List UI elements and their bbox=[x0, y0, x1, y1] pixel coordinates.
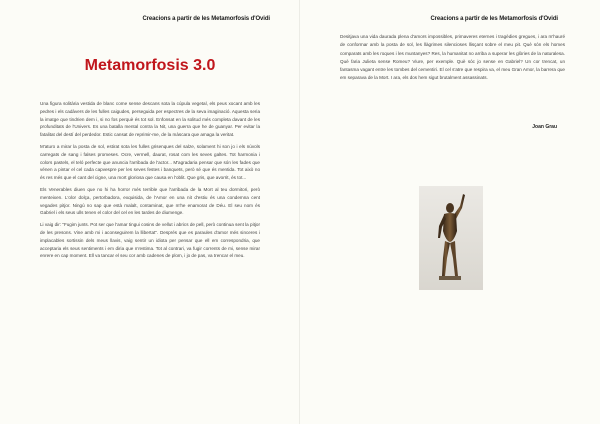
left-body bbox=[40, 100, 260, 264]
right-paragraph: Desitjava una vida daurada plena d'amors impossibles, primaveres eternes i tragèdies gregues, i ara m'hauré de conformar amb la posta de sol, les llàgrimes silencioses llisçant sobre el meu pit. Què són els homes comparats amb les roques i les muntanyes? Res, la humanitat no arriba a superar les glòries de la naturalesa. Què faria Julieta sense Romeu? Viure, per exemple. Què sóc jo sense en Gabriel? Un cor trencat, un fantasma vagant entre les tombes del cementiri. El cel s'atre que respira va, el meu Gran Amor, la barrera que em separava de la Mort. I ara, els dos hem sigut brutalment assassinats. bbox=[340, 34, 565, 81]
paragraph-1: Una figura solitària vestida de blanc come sense descans sota la cúpula vegetal, els peus xocant amb les pedres i els cadàvers de les fulles caigudes, perseguida per espectres de la seva imaginació. Aquesta seria la imatge que tindrien dem i, si no fos perquè és tot sol. Enfonsat en la solitud més completa davant de les profunditats de l'Univers. Es una batalla mental contra la Nit, una guerra que he de guanyar. Per evitar la fatalitat del destí del perdedor. Estic cansat de reprimir-me, de la màscara que amaga la veritat. bbox=[40, 101, 260, 138]
page-title: Metamorfosis 3.0 bbox=[84, 57, 216, 74]
statue-illustration bbox=[419, 186, 483, 290]
statue-image bbox=[419, 186, 483, 290]
right-page bbox=[300, 0, 600, 424]
paragraph-3: Els Venerables diuen que no hi ha horror més terrible que l'arribada de la Mort al teu dormitori, però menteixen. L'olor dolça, pertorbadora, exquisida, de l'Amor en una nit d'estiu és una condemna cent vegades pitjor. Ningú no sap que està malalt, contaminat, que m'he enamorat de Déu. El seu nom és Gabriel i els seus ulls tenen el color del cel en les tardes de diumenge. bbox=[40, 186, 260, 216]
author-signature: Joan Grau bbox=[532, 124, 557, 130]
paragraph-4: Li vaig dir: "Fugim junts. Pot ser que l'amar tingui cosins de vellut i abrics de pell, però continua sent la pitjor de les presons. Vine amb mi i aconseguirem la llibertat". Després que es paraules d'amor més sinceres i implacables sortissin dels meus llavis, vaig sentir un idiota per pensar que ell em correspondria, que acceptaria els seus sentiments i em diria que m'estima. Tot al contrari, va fugir corrents de mi, sense mirar enrere en cap moment. Ell va tancar el seu cor amb cadenes de plom, i jo de pas, va trencar el meu. bbox=[40, 222, 260, 259]
running-head-right: Creacions a partir de les Metamorfosis d'Ovidi bbox=[430, 16, 558, 22]
running-head-left: Creacions a partir de les Metamorfosis d'Ovidi bbox=[142, 16, 270, 22]
paragraph-2: M'aturo a mirar la posta de sol, estirat sota les fulles grisenques del salze, solament hi son jo i els núvols carregats de sang i falses promeses. Ocre, vermell, daurat, rosat com les seves galtes. Tot harmonia i colors pastels, el teló perfecte que anuncia l'arribada de l'actor... M'agradaria pensar que són les fades que vénen a pintar el cel cada capvespre per les seves festes i banquets, però sé que és mentida. Tot això no és res més que el cant del cigne, una mort gloriosa que causa en l'oblit. Que gris, que avorrit, és tot... bbox=[40, 143, 260, 181]
